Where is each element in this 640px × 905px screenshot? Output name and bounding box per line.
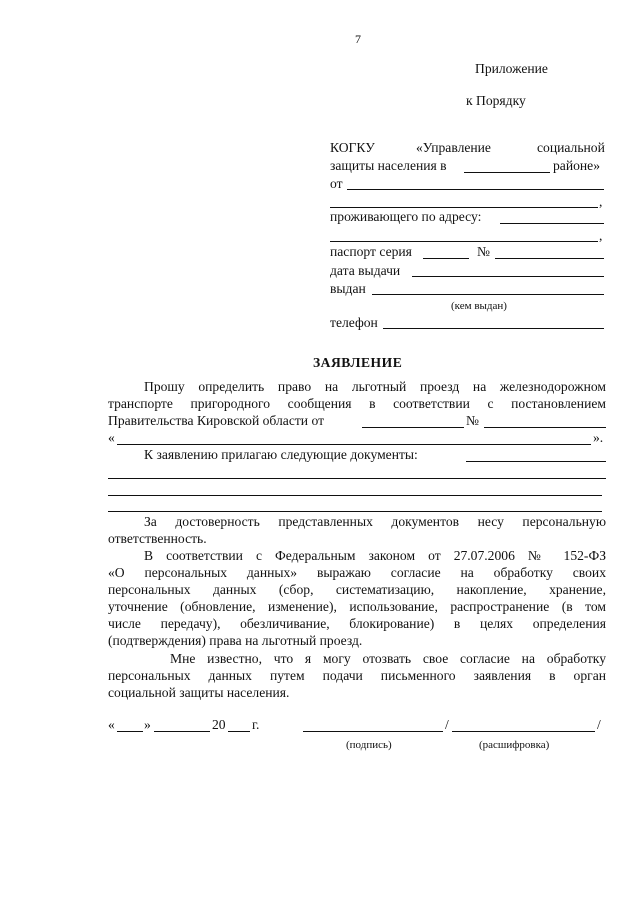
- p3-line2: «О персональных данных» выражаю согласие на обработку своих: [108, 565, 606, 580]
- p4-line3: социальной защиты населения.: [108, 685, 290, 700]
- year-blank[interactable]: [228, 731, 250, 732]
- decree-name-blank[interactable]: [117, 444, 591, 445]
- from-blank-1[interactable]: [347, 189, 604, 190]
- date-day-blank[interactable]: [117, 731, 143, 732]
- passport-series-label: паспорт серия: [330, 244, 412, 259]
- date-quote-close: »: [144, 717, 151, 732]
- p1-line3-start: Правительства Кировской области от: [108, 413, 325, 428]
- org-word3: социальной: [537, 140, 605, 155]
- signature-slash-1: /: [445, 717, 449, 732]
- issued-by-blank[interactable]: [372, 294, 604, 295]
- p3-line3: персональных данных (сбор, систематизацию, накопление, хранение,: [108, 582, 606, 597]
- attachment-line2: к Порядку: [466, 93, 526, 108]
- date-month-blank[interactable]: [154, 731, 210, 732]
- decree-quote-open: «: [108, 430, 115, 445]
- date-quote-open: «: [108, 717, 115, 732]
- issued-by-label: выдан: [330, 281, 366, 296]
- p3-line1: В соответствии с Федеральным законом от 27.07.2006 № 152-ФЗ: [144, 548, 606, 563]
- signature-blank[interactable]: [303, 731, 443, 732]
- year-suffix: г.: [252, 717, 260, 732]
- decree-number-label: №: [466, 413, 479, 428]
- org-line2-start: защиты населения в: [330, 158, 447, 173]
- signature-hint: (подпись): [346, 739, 392, 751]
- p2-line1: За достоверность представленных документов несу персональную: [144, 514, 606, 529]
- decree-number-blank[interactable]: [484, 427, 606, 428]
- phone-label: телефон: [330, 315, 378, 330]
- address-blank-2[interactable]: [330, 241, 598, 242]
- p3-line6: (подтверждения) права на льготный проезд.: [108, 633, 363, 648]
- p4-line1: Мне известно, что я могу отозвать свое согласие на обработку: [170, 651, 606, 666]
- address-comma: ,: [599, 228, 603, 243]
- issued-by-hint: (кем выдан): [451, 300, 507, 312]
- decree-date-blank[interactable]: [362, 427, 464, 428]
- document-title: ЗАЯВЛЕНИЕ: [313, 355, 403, 370]
- p1-line1: Прошу определить право на льготный проезд на железнодорожном: [144, 379, 606, 394]
- docs-label: К заявлению прилагаю следующие документы:: [144, 447, 418, 462]
- year-prefix: 20: [212, 717, 226, 732]
- docs-blank-3[interactable]: [108, 495, 602, 496]
- page-number: 7: [355, 32, 361, 46]
- docs-blank-1[interactable]: [466, 461, 606, 462]
- issue-date-blank[interactable]: [412, 276, 604, 277]
- org-word2: «Управление: [416, 140, 491, 155]
- p1-line2: транспорте пригородного сообщения в соответствии с постановлением: [108, 396, 606, 411]
- passport-number-blank[interactable]: [495, 258, 604, 259]
- p2-line2: ответственность.: [108, 531, 207, 546]
- district-blank[interactable]: [464, 172, 550, 173]
- p4-line2: персональных данных путем подачи письменного заявления в орган: [108, 668, 606, 683]
- p3-line4: уточнение (обновление, изменение), использование, распространение (в том: [108, 599, 606, 614]
- phone-blank[interactable]: [383, 328, 604, 329]
- org-word1: КОГКУ: [330, 140, 375, 155]
- address-label: проживающего по адресу:: [330, 209, 482, 224]
- from-label: от: [330, 176, 343, 191]
- docs-blank-4[interactable]: [108, 511, 602, 512]
- signature-slash-2: /: [597, 717, 601, 732]
- from-comma: ,: [599, 194, 603, 209]
- passport-series-blank[interactable]: [423, 258, 469, 259]
- docs-blank-2[interactable]: [108, 478, 606, 479]
- passport-number-label: №: [477, 244, 490, 259]
- p3-line5: числе передачу), обезличивание, блокирование) в целях определения: [108, 616, 606, 631]
- attachment-line1: Приложение: [475, 61, 548, 76]
- decode-hint: (расшифровка): [479, 739, 550, 751]
- org-line2-end: районе»: [553, 158, 601, 173]
- issue-date-label: дата выдачи: [330, 263, 401, 278]
- decode-blank[interactable]: [452, 731, 595, 732]
- decree-quote-close: ».: [593, 430, 604, 445]
- address-blank-1[interactable]: [500, 223, 604, 224]
